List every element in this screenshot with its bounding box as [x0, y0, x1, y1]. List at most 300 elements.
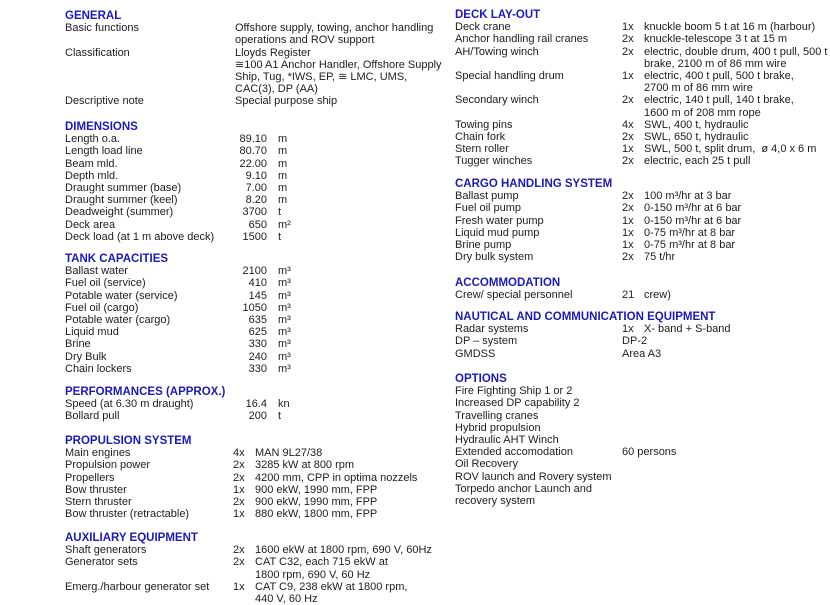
- spec-label: Length load line: [65, 145, 143, 158]
- spec-value-area: [205, 277, 437, 289]
- spec-quantity: 2x: [622, 251, 634, 264]
- spec-value-area: [205, 351, 437, 363]
- spec-unit: m³: [278, 326, 291, 339]
- spec-description-line: electric, 140 t pull, 140 t brake,: [644, 94, 794, 107]
- spec-label: Draught summer (keel): [65, 194, 178, 207]
- spec-row: [455, 21, 830, 33]
- spec-row: [455, 348, 830, 360]
- spec-row: [65, 459, 437, 471]
- spec-row: [65, 544, 437, 556]
- spec-row: [455, 483, 830, 495]
- spec-value-area: [205, 158, 437, 170]
- spec-description-line: SWL, 650 t, hydraulic: [644, 131, 749, 144]
- spec-description-line: electric, each 25 t pull: [644, 155, 751, 168]
- spec-label: Bow thruster: [65, 483, 127, 496]
- spec-description: [255, 508, 377, 520]
- section-propulsion-system: [65, 435, 437, 520]
- spec-value-area: [205, 363, 437, 375]
- spec-label: Towing pins: [455, 118, 513, 131]
- spec-label: Fuel oil (service): [65, 277, 146, 290]
- spec-description: [255, 581, 407, 605]
- spec-row: [455, 202, 830, 214]
- spec-quantity: 1x: [233, 483, 245, 496]
- spec-description: [644, 21, 815, 33]
- spec-number: 650: [248, 218, 267, 231]
- spec-description: [644, 33, 787, 45]
- spec-description-line: CAT C9, 238 ekW at 1800 rpm,: [255, 580, 408, 593]
- spec-quantity: 1x: [622, 143, 634, 156]
- section-nautical-and-communication-equipment: [455, 311, 830, 360]
- spec-row: [65, 158, 437, 170]
- spec-description: [644, 119, 749, 131]
- spec-row: [65, 206, 437, 218]
- spec-label: Brine: [65, 338, 91, 351]
- spec-value-area: [622, 190, 830, 202]
- spec-row: [65, 145, 437, 157]
- spec-value-line: operations and ROV support: [235, 34, 375, 47]
- spec-label: Descriptive note: [65, 95, 144, 108]
- spec-row: [65, 231, 437, 243]
- spec-row: [455, 289, 830, 301]
- spec-value-area: [235, 95, 437, 107]
- spec-label: Bow thruster (retractable): [65, 508, 190, 521]
- spec-value-area: [205, 194, 437, 206]
- spec-value-area: [622, 289, 830, 301]
- spec-label: Secondary winch: [455, 94, 539, 107]
- spec-description-line: 0-75 m³/hr at 8 bar: [644, 239, 736, 252]
- spec-unit: m³: [278, 362, 291, 375]
- section-accommodation: [455, 277, 830, 301]
- spec-quantity: 2x: [233, 471, 245, 484]
- spec-value-area: [622, 251, 830, 263]
- section-title: NAUTICAL AND COMMUNICATION EQUIPMENT: [455, 311, 716, 323]
- spec-description-line: 440 V, 60 Hz: [255, 593, 318, 605]
- spec-description: [644, 190, 731, 202]
- spec-value-area: [622, 131, 830, 143]
- spec-value-area: [622, 323, 830, 335]
- spec-value-area: [205, 206, 437, 218]
- spec-label: Hydraulic AHT Winch: [455, 433, 559, 446]
- spec-quantity: 4x: [622, 118, 634, 131]
- spec-label: Tugger winches: [455, 155, 533, 168]
- spec-label: Depth mld.: [65, 169, 119, 182]
- spec-value-area: [622, 215, 830, 227]
- spec-quantity: 2x: [622, 94, 634, 107]
- spec-number: 9.10: [245, 169, 267, 182]
- section-title: DECK LAY-OUT: [455, 9, 541, 21]
- spec-quantity: 2x: [233, 496, 245, 509]
- spec-value-area: [205, 314, 437, 326]
- spec-label: Fuel oil (cargo): [65, 301, 139, 314]
- spec-number: 3700: [242, 206, 267, 219]
- spec-label: Speed (at 6.30 m draught): [65, 398, 194, 411]
- spec-value-area: [205, 145, 437, 157]
- spec-description: [644, 227, 735, 239]
- spec-label: Ballast pump: [455, 190, 519, 203]
- spec-number: 1050: [242, 301, 267, 314]
- spec-label: Radar systems: [455, 323, 529, 336]
- spec-value-area: [205, 398, 437, 410]
- spec-label: Emerg./harbour generator set: [65, 580, 210, 593]
- spec-description: [255, 544, 432, 556]
- spec-label: Beam mld.: [65, 157, 118, 170]
- spec-value-area: [205, 219, 437, 231]
- spec-value-line: ≅100 A1 Anchor Handler, Offshore Supply: [235, 58, 442, 71]
- spec-value-area: [205, 265, 437, 277]
- spec-label: Chain lockers: [65, 362, 132, 375]
- spec-label: Torpedo anchor Launch and: [455, 482, 592, 495]
- spec-value-area: [622, 119, 830, 131]
- spec-label: Basic functions: [65, 22, 139, 35]
- spec-description-line: 100 m³/hr at 3 bar: [644, 190, 732, 203]
- spec-label: Generator sets: [65, 556, 138, 569]
- spec-description-line: SWL, 500 t, split drum, ø 4,0 x 6 m: [644, 143, 817, 156]
- spec-label: Deadweight (summer): [65, 206, 174, 219]
- spec-label: Liquid mud: [65, 326, 119, 339]
- spec-description: [644, 323, 731, 335]
- spec-description-line: CAT C32, each 715 ekW at: [255, 556, 388, 569]
- spec-value-area: [622, 21, 830, 33]
- spec-description: [255, 447, 322, 459]
- spec-row: [455, 190, 830, 202]
- spec-number: 2100: [242, 265, 267, 278]
- spec-value-area: [233, 472, 437, 484]
- spec-row: [65, 219, 437, 231]
- spec-row: [65, 95, 437, 107]
- spec-label: Stern thruster: [65, 496, 132, 509]
- spec-description: [255, 459, 354, 471]
- spec-unit: m³: [278, 350, 291, 363]
- spec-number: 200: [248, 410, 267, 423]
- spec-description-line: electric, double drum, 400 t pull, 500 t: [644, 45, 828, 58]
- spec-quantity: 4x: [233, 447, 245, 460]
- section-deck-lay-out: [455, 9, 830, 168]
- spec-row: [65, 22, 437, 46]
- spec-label: Classification: [65, 46, 130, 59]
- spec-unit: m³: [278, 277, 291, 290]
- spec-value-area: [205, 290, 437, 302]
- section-title: OPTIONS: [455, 373, 507, 385]
- column-left: [65, 0, 442, 605]
- spec-description: [255, 496, 377, 508]
- spec-unit: t: [278, 206, 282, 219]
- spec-value-area: [235, 46, 442, 96]
- spec-quantity: 1x: [622, 226, 634, 239]
- spec-value-area: [622, 202, 830, 214]
- spec-row: [65, 265, 437, 277]
- spec-row: [65, 363, 437, 375]
- spec-row: [65, 508, 437, 520]
- spec-value-area: [205, 410, 437, 422]
- spec-number: 1500: [242, 230, 267, 243]
- spec-value-area: [622, 143, 830, 155]
- spec-label: Deck crane: [455, 21, 511, 34]
- spec-value-area: [205, 326, 437, 338]
- spec-row: [455, 397, 830, 409]
- spec-row: [455, 227, 830, 239]
- spec-description-line: knuckle boom 5 t at 16 m (harbour): [644, 21, 816, 34]
- spec-description: [644, 131, 749, 143]
- spec-quantity: 2x: [233, 459, 245, 472]
- spec-number: 80.70: [239, 145, 267, 158]
- spec-value-area: [622, 94, 830, 118]
- spec-value-area: [622, 227, 830, 239]
- spec-label: Extended accomodation: [455, 446, 574, 459]
- spec-unit: m: [278, 145, 288, 158]
- spec-row: [455, 495, 830, 507]
- spec-value-area: [233, 447, 437, 459]
- spec-description-line: X- band + S-band: [644, 323, 731, 336]
- spec-quantity: 1x: [233, 508, 245, 521]
- spec-label: Hybrid propulsion: [455, 421, 541, 434]
- spec-value-area: [233, 508, 437, 520]
- spec-label: Potable water (cargo): [65, 314, 171, 327]
- spec-description: [644, 155, 750, 167]
- spec-description-line: 0-75 m³/hr at 8 bar: [644, 226, 736, 239]
- spec-description-line: MAN 9L27/38: [255, 447, 323, 460]
- section-title: GENERAL: [65, 10, 122, 22]
- spec-description: [644, 239, 735, 251]
- spec-row: [455, 385, 830, 397]
- spec-row: [455, 410, 830, 422]
- spec-number: 22.00: [239, 157, 267, 170]
- spec-label: Liquid mud pump: [455, 226, 540, 239]
- spec-number: 635: [248, 314, 267, 327]
- spec-quantity: 2x: [233, 556, 245, 569]
- spec-value-area: [233, 496, 437, 508]
- spec-unit: t: [278, 410, 282, 423]
- spec-description-line: 1600 m of 208 mm rope: [644, 106, 761, 119]
- spec-value-line: CAC(3), DP (AA): [235, 83, 318, 96]
- spec-row: [455, 33, 830, 45]
- spec-label: Fresh water pump: [455, 214, 544, 227]
- spec-quantity: 1x: [622, 214, 634, 227]
- spec-row: [455, 335, 830, 347]
- spec-quantity: 1x: [622, 323, 634, 336]
- spec-unit: m: [278, 157, 288, 170]
- spec-unit: kn: [278, 398, 290, 411]
- spec-value-area: [233, 581, 437, 605]
- spec-unit: m³: [278, 265, 291, 278]
- section-performances-approx: [65, 386, 437, 423]
- spec-number: 145: [248, 289, 267, 302]
- spec-description-line: 4200 mm, CPP in optima nozzels: [255, 471, 418, 484]
- spec-description: [644, 46, 827, 70]
- spec-number: 330: [248, 338, 267, 351]
- spec-description-line: 1600 ekW at 1800 rpm, 690 V, 60Hz: [255, 544, 432, 557]
- spec-value-area: [622, 33, 830, 45]
- spec-description: [644, 251, 675, 263]
- spec-description-line: electric, 400 t pull, 500 t brake,: [644, 70, 794, 83]
- spec-row: [65, 290, 437, 302]
- spec-unit: t: [278, 230, 282, 243]
- spec-description: [644, 215, 741, 227]
- spec-unit: m³: [278, 314, 291, 327]
- spec-label: Main engines: [65, 447, 131, 460]
- spec-label: Special handling drum: [455, 70, 564, 83]
- section-title: AUXILIARY EQUIPMENT: [65, 532, 198, 544]
- spec-description: [644, 70, 794, 94]
- spec-row: [65, 410, 437, 422]
- spec-row: [455, 215, 830, 227]
- section-cargo-handling-system: [455, 178, 830, 263]
- spec-description: [255, 484, 377, 496]
- spec-value-area: [205, 170, 437, 182]
- spec-row: [65, 556, 437, 580]
- column-right: [455, 0, 830, 605]
- spec-unit: m²: [278, 218, 291, 231]
- spec-value: DP-2: [622, 335, 648, 348]
- spec-row: [65, 170, 437, 182]
- spec-description: [644, 202, 741, 214]
- spec-value: Area A3: [622, 347, 662, 360]
- section-general: [65, 10, 442, 108]
- spec-quantity: 2x: [622, 131, 634, 144]
- spec-row: [65, 496, 437, 508]
- spec-quantity: 2x: [622, 155, 634, 168]
- spec-number: 7.00: [245, 182, 267, 195]
- spec-description-line: 0-150 m³/hr at 6 bar: [644, 202, 742, 215]
- spec-number: 330: [248, 362, 267, 375]
- spec-label: Shaft generators: [65, 544, 147, 557]
- spec-row: [455, 323, 830, 335]
- spec-label: Potable water (service): [65, 289, 178, 302]
- spec-value-area: [233, 544, 437, 556]
- spec-value-line: Offshore supply, towing, anchor handling: [235, 22, 434, 35]
- spec-value-line: Special purpose ship: [235, 95, 338, 108]
- spec-row: [455, 143, 830, 155]
- spec-row: [455, 239, 830, 251]
- section-dimensions: [65, 121, 437, 243]
- spec-description: [644, 289, 671, 301]
- spec-quantity: 2x: [622, 33, 634, 46]
- spec-label: Deck area: [65, 218, 116, 231]
- spec-label: Chain fork: [455, 131, 506, 144]
- spec-unit: m³: [278, 338, 291, 351]
- spec-quantity: 2x: [622, 45, 634, 58]
- spec-value-area: [205, 231, 437, 243]
- spec-quantity: 1x: [622, 21, 634, 34]
- spec-value-area: [622, 46, 830, 70]
- spec-description-line: brake, 2100 m of 86 mm wire: [644, 57, 787, 70]
- spec-label: Travelling cranes: [455, 409, 539, 422]
- spec-label: Propellers: [65, 471, 115, 484]
- spec-value-area: [235, 22, 437, 46]
- spec-value-line: Ship, Tug, *IWS, EP, ≅ LMC, UMS,: [235, 71, 408, 84]
- spec-description: [255, 472, 417, 484]
- spec-row: [455, 458, 830, 470]
- spec-value-line: Lloyds Register: [235, 46, 311, 59]
- spec-number: 410: [248, 277, 267, 290]
- spec-description-line: 2700 m of 86 mm wire: [644, 82, 753, 95]
- spec-description-line: crew): [644, 289, 671, 302]
- spec-description-line: 900 ekW, 1990 mm, FPP: [255, 496, 378, 509]
- spec-label: recovery system: [455, 494, 536, 507]
- spec-description-line: 900 ekW, 1990 mm, FPP: [255, 483, 378, 496]
- section-options: [455, 373, 830, 507]
- spec-label: Propulsion power: [65, 459, 150, 472]
- spec-row: [65, 46, 442, 96]
- spec-number: 89.10: [239, 133, 267, 146]
- spec-description: [255, 556, 388, 580]
- spec-row: [455, 446, 830, 458]
- spec-label: Anchor handling rail cranes: [455, 33, 589, 46]
- spec-row: [65, 447, 437, 459]
- spec-row: [65, 338, 437, 350]
- spec-unit: m: [278, 182, 288, 195]
- spec-quantity: 21: [622, 289, 635, 302]
- spec-description-line: 880 ekW, 1800 mm, FPP: [255, 508, 378, 521]
- spec-label: GMDSS: [455, 347, 496, 360]
- spec-value-area: [233, 484, 437, 496]
- spec-value-area: [622, 155, 830, 167]
- spec-row: [65, 302, 437, 314]
- section-tank-capacities: [65, 253, 437, 375]
- spec-label: ROV launch and Rovery system: [455, 470, 612, 483]
- spec-description-line: 3285 kW at 800 rpm: [255, 459, 355, 472]
- spec-row: [455, 471, 830, 483]
- spec-number: 240: [248, 350, 267, 363]
- spec-label: DP – system: [455, 335, 518, 348]
- spec-row: [455, 155, 830, 167]
- spec-row: [455, 119, 830, 131]
- spec-row: [65, 351, 437, 363]
- spec-value-area: [205, 302, 437, 314]
- spec-row: [455, 251, 830, 263]
- spec-value-area: [233, 556, 437, 580]
- spec-quantity: 1x: [622, 239, 634, 252]
- section-title: PERFORMANCES (APPROX.): [65, 386, 226, 398]
- spec-description-line: knuckle-telescope 3 t at 15 m: [644, 33, 788, 46]
- spec-value-area: [622, 70, 830, 94]
- spec-quantity: 1x: [622, 70, 634, 83]
- section-title: DIMENSIONS: [65, 121, 138, 133]
- spec-number: 16.4: [245, 398, 267, 411]
- spec-label: Deck load (at 1 m above deck): [65, 230, 215, 243]
- spec-description: [644, 94, 794, 118]
- spec-quantity: 2x: [622, 190, 634, 203]
- spec-row: [65, 472, 437, 484]
- section-title: ACCOMMODATION: [455, 277, 561, 289]
- spec-row: [65, 581, 437, 605]
- spec-quantity: 1x: [233, 580, 245, 593]
- spec-row: [455, 94, 830, 118]
- spec-row: [65, 133, 437, 145]
- spec-unit: m³: [278, 301, 291, 314]
- section-title: CARGO HANDLING SYSTEM: [455, 178, 613, 190]
- spec-label: AH/Towing winch: [455, 45, 539, 58]
- spec-description: [644, 143, 816, 155]
- spec-label: Fire Fighting Ship 1 or 2: [455, 385, 573, 398]
- spec-row: [455, 131, 830, 143]
- spec-unit: m: [278, 169, 288, 182]
- spec-row: [65, 326, 437, 338]
- spec-label: Crew/ special personnel: [455, 289, 573, 302]
- spec-label: Fuel oil pump: [455, 202, 522, 215]
- spec-row: [455, 70, 830, 94]
- section-title: PROPULSION SYSTEM: [65, 435, 192, 447]
- spec-description-line: 75 t/hr: [644, 251, 676, 264]
- spec-value-area: [205, 133, 437, 145]
- spec-value-area: [205, 182, 437, 194]
- spec-label: Bollard pull: [65, 410, 120, 423]
- spec-row: [65, 314, 437, 326]
- spec-label: Ballast water: [65, 265, 128, 278]
- spec-label: Stern roller: [455, 143, 509, 156]
- spec-value-area: [205, 338, 437, 350]
- spec-value-area: [622, 239, 830, 251]
- spec-unit: m³: [278, 289, 291, 302]
